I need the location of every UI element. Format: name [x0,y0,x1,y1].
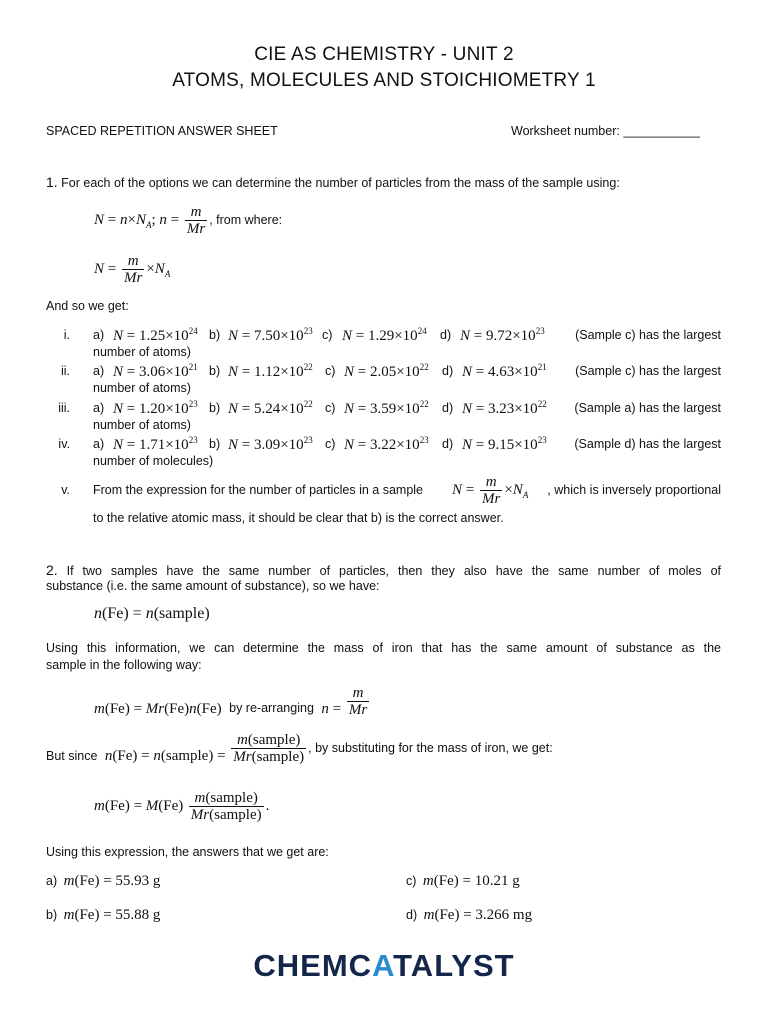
document-title-line1: CIE AS CHEMISTRY - UNIT 2 [254,44,514,65]
exp-a: 24 [188,326,198,336]
chemcatalyst-logo [0,948,768,984]
answer-sheet-label: SPACED REPETITION ANSWER SHEET [46,124,278,138]
q1-number: 1. [46,174,58,190]
exp-a: 21 [188,362,198,372]
exp-c: 24 [417,326,427,336]
q1-formula-2: N = $\frac{m}{Mr}$ $\times N_A$ [94,253,171,286]
q2-substituting-text: , by substituting for the mass of iron, we get: [308,740,553,755]
exp-c: 23 [419,435,429,445]
logo-text-3: TA [393,948,435,983]
answer-label: c) [406,874,417,888]
roman-label: iv. [58,437,70,451]
answer-label: d) [406,908,418,922]
item-note: (Sample a) has the largest [574,401,721,415]
q2-using-line1: Using this information, we can determine the mass of iron that has the same amount of substance as the [46,641,721,655]
exp-c: 22 [419,362,429,372]
item-note: (Sample d) has the largest [574,437,721,451]
q2-eq2: m(Fe) = Mr(Fe)n(Fe) by re-arranging n = $\frac{m}{Mr}$ [94,685,368,718]
roman-label: iii. [58,401,70,415]
q2-intro-text: If two samples have the same number of particles, then they also have the same number of moles of [66,564,721,578]
item-note: (Sample c) has the largest [575,328,721,342]
exp-b: 23 [303,435,313,445]
item-note-cont: number of atoms) [93,381,191,395]
answer-c: c) m(Fe) = 10.21 g [406,873,520,889]
q2-eq1: n(Fe) = n(sample) [94,605,210,622]
q1-and-so: And so we get: [46,299,129,313]
q2-but-since-text: But since [46,748,98,763]
exp-c: 22 [419,399,429,409]
q2-rearrange-text: by re-arranging [229,700,314,715]
exp-d: 23 [535,326,545,336]
q2-using-line2: sample in the following way: [46,658,202,672]
exp-d: 21 [537,362,547,372]
exp-b: 22 [303,362,313,372]
exp-d: 23 [537,435,547,445]
exp-b: 23 [303,326,313,336]
item-v-text2: , which is inversely proportional [547,483,721,497]
q2-intro-line2: substance (i.e. the same amount of substance), so we have: [46,579,380,593]
answer-d: d) m(Fe) = 3.266 mg [406,907,533,923]
item-note-cont: number of atoms) [93,418,191,432]
roman-label: v. [61,483,70,497]
q1-item-v: v. From the expression for the number of particles in a sample N = $\frac{m}{Mr}$ $\times N_A$ , which is inversely proportional to the relative atomic mass, it should be clear that b) is the correct answer. [30,474,721,524]
q1-from-where: , from where: [209,212,283,227]
exp-b: 22 [303,399,313,409]
q2-number: 2. [46,562,58,578]
q2-intro-line1 [46,562,721,578]
q2-using-expression: Using this expression, the answers that we get are: [46,845,329,859]
worksheet-number-field: Worksheet number: ___________ [511,124,700,138]
exp-d: 22 [537,399,547,409]
q1-formula-1: $N = n\times N_A$; n = $\frac{m}{Mr}$ , from where: [94,204,283,237]
q2-eq3: m(Fe) = M(Fe) $\frac{\text{m(sample)}}{\text{Mr(sample)}}$ . [94,790,270,823]
answer-label: b) [46,908,58,922]
answer-label: a) [46,874,58,888]
item-note-cont: number of molecules) [93,454,214,468]
logo-text-4: LYST [434,948,515,983]
q2-but-since: But since n(Fe) = n(sample) = $\frac{\text{m(sample)}}{\text{Mr(sample)}}$ , by substituting for the mass of iron, we get: [46,732,553,765]
roman-label: i. [63,328,70,342]
roman-label: ii. [60,364,70,378]
item-note: (Sample c) has the largest [575,364,721,378]
exp-a: 23 [188,399,198,409]
item-v-text1: From the expression for the number of particles in a sample [93,483,424,497]
exp-a: 23 [188,435,198,445]
logo-text-1: CHEMC [253,948,373,983]
q1-intro [46,174,620,190]
answer-a: a) m(Fe) = 55.93 g [46,873,161,889]
q1-intro-text: For each of the options we can determine the number of particles from the mass of the sample using: [61,176,620,190]
item-v-text3: to the relative atomic mass, it should be clear that b) is the correct answer. [93,511,504,525]
answer-b: b) m(Fe) = 55.88 g [46,907,161,923]
document-title-line2: ATOMS, MOLECULES AND STOICHIOMETRY 1 [172,70,596,91]
logo-text-2: A [372,948,394,983]
item-note-cont: number of atoms) [93,345,191,359]
